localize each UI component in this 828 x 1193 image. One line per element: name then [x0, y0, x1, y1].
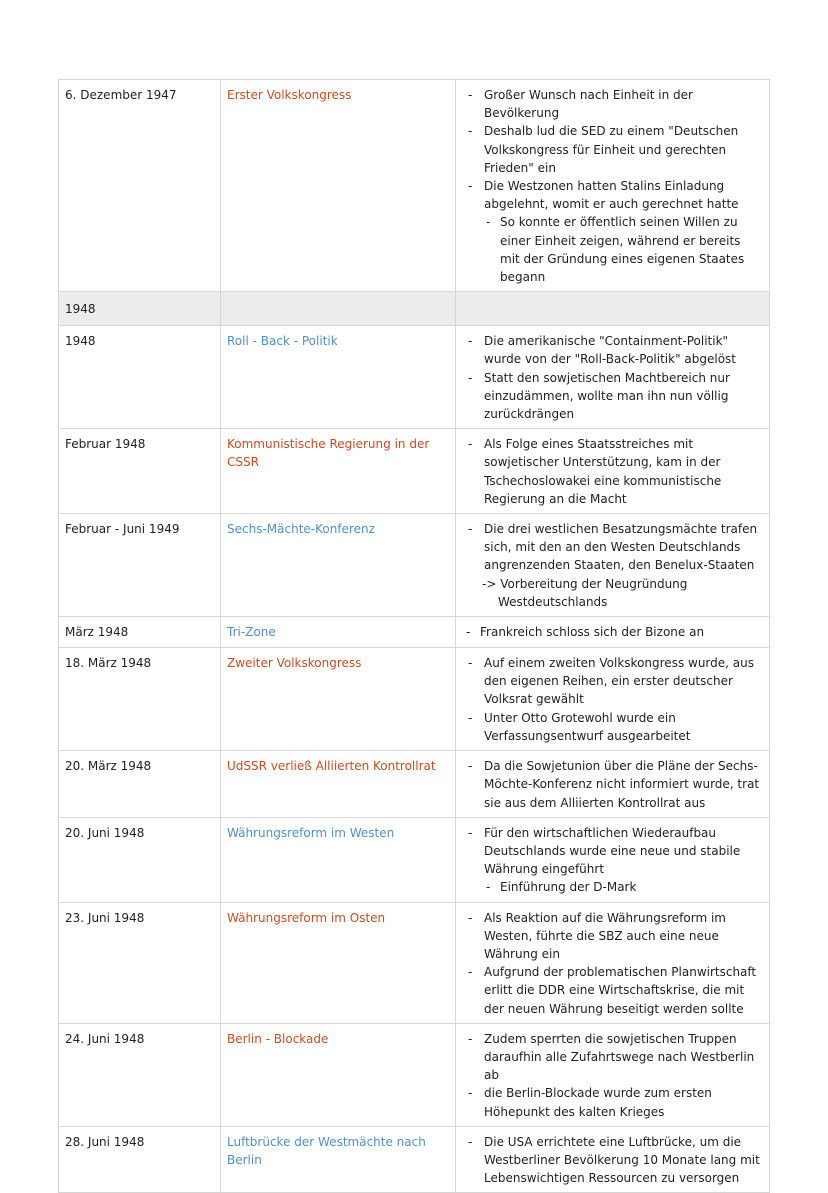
table-row	[59, 429, 770, 514]
timeline-table	[58, 79, 770, 1193]
list-item: - Die drei westlichen Besatzungsmächte trafen sich, mit den an den Westen Deutschlands angrenzenden Staaten, den Benelux-Staaten	[462, 520, 763, 575]
row-event: Zweiter Volkskongress	[221, 648, 456, 751]
notes-list	[462, 654, 763, 745]
row-date: 28. Juni 1948	[59, 1126, 221, 1193]
row-notes	[456, 902, 770, 1023]
list-item: - Frankreich schloss sich der Bizone an	[462, 623, 763, 641]
row-date: 18. März 1948	[59, 648, 221, 751]
row-event: Berlin - Blockade	[221, 1023, 456, 1126]
row-notes	[456, 1023, 770, 1126]
table-row	[59, 751, 770, 818]
row-event: UdSSR verließ Alliierten Kontrollrat	[221, 751, 456, 818]
table-row	[59, 514, 770, 617]
notes-list	[462, 757, 763, 812]
row-date: 6. Dezember 1947	[59, 80, 221, 292]
list-item: - Großer Wunsch nach Einheit in der Bevölkerung	[462, 86, 763, 122]
list-item: - Zudem sperrten die sowjetischen Truppen daraufhin alle Zufahrtswege nach Westberlin ab	[462, 1030, 763, 1085]
conclusion-item: -> Vorbereitung der Neugründung Westdeutschlands	[482, 576, 688, 609]
list-item: - Unter Otto Grotewohl wurde ein Verfassungsentwurf ausgearbeitet	[462, 709, 763, 745]
row-event: Sechs-Mächte-Konferenz	[221, 514, 456, 617]
row-notes	[456, 751, 770, 818]
sub-list-item: - Einführung der D-Mark	[462, 878, 763, 896]
row-date: 20. März 1948	[59, 751, 221, 818]
notes-list	[462, 623, 763, 641]
notes-list	[462, 86, 763, 286]
row-notes	[456, 617, 770, 648]
list-item: - Die Westzonen hatten Stalins Einladung abgelehnt, womit er auch gerechnet hatte	[462, 177, 763, 213]
list-item: - Statt den sowjetischen Machtbereich nur einzudämmen, wollte man ihn nun völlig zurückdrängen	[462, 369, 763, 424]
table-row	[59, 902, 770, 1023]
row-date: Februar - Juni 1949	[59, 514, 221, 617]
notes-list	[462, 435, 763, 508]
row-event: Tri-Zone	[221, 617, 456, 648]
timeline-body	[59, 80, 770, 1193]
row-date: Februar 1948	[59, 429, 221, 514]
list-item: - Für den wirtschaftlichen Wiederaufbau Deutschlands wurde eine neue und stabile Währung eingeführt	[462, 824, 763, 879]
list-item: - Auf einem zweiten Volkskongress wurde, aus den eigenen Reihen, ein erster deutscher Volksrat gewählt	[462, 654, 763, 709]
row-date: 20. Juni 1948	[59, 817, 221, 902]
table-row	[59, 617, 770, 648]
notes-list	[462, 824, 763, 897]
row-notes	[456, 80, 770, 292]
row-date: März 1948	[59, 617, 221, 648]
section-label: 1948	[59, 292, 221, 326]
list-item: - Deshalb lud die SED zu einem "Deutschen Volkskongress für Einheit und gerechten Frieden" ein	[462, 122, 763, 177]
row-notes	[456, 514, 770, 617]
table-row	[59, 648, 770, 751]
row-date: 23. Juni 1948	[59, 902, 221, 1023]
table-row	[59, 326, 770, 429]
list-item: - Als Folge eines Staatsstreiches mit sowjetischer Unterstützung, kam in der Tschechoslowakei eine kommunistische Regierung an die Macht	[462, 435, 763, 508]
row-date: 1948	[59, 326, 221, 429]
table-row	[59, 1023, 770, 1126]
row-event: Roll - Back - Politik	[221, 326, 456, 429]
row-date: 24. Juni 1948	[59, 1023, 221, 1126]
notes-list	[462, 332, 763, 423]
notes-list	[462, 909, 763, 1018]
table-row	[59, 80, 770, 292]
row-notes	[456, 817, 770, 902]
list-item: - Die amerikanische "Containment-Politik" wurde von der "Roll-Back-Politik" abgelöst	[462, 332, 763, 368]
list-item: - Als Reaktion auf die Währungsreform im Westen, führte die SBZ auch eine neue Währung ein	[462, 909, 763, 964]
row-notes	[456, 1126, 770, 1193]
table-row	[59, 817, 770, 902]
section-empty-cell	[456, 292, 770, 326]
row-event: Kommunistische Regierung in der CSSR	[221, 429, 456, 514]
list-item: - Die USA errichtete eine Luftbrücke, um die Westberliner Bevölkerung 10 Monate lang mit Lebenswichtigen Ressourcen zu versorgen	[462, 1133, 763, 1188]
row-event: Währungsreform im Westen	[221, 817, 456, 902]
row-notes	[456, 429, 770, 514]
row-notes	[456, 326, 770, 429]
list-item: - die Berlin-Blockade wurde zum ersten Höhepunkt des kalten Krieges	[462, 1084, 763, 1120]
list-item: - Aufgrund der problematischen Planwirtschaft erlitt die DDR eine Wirtschaftskrise, die mit der neuen Währung beseitigt werden sollte	[462, 963, 763, 1018]
notes-list	[462, 520, 763, 611]
notes-list	[462, 1133, 763, 1188]
list-item: - Da die Sowjetunion über die Pläne der Sechs-Möchte-Konferenz nicht informiert wurde, trat sie aus dem Alliierten Kontrollrat aus	[462, 757, 763, 812]
sub-list-item: - So konnte er öffentlich seinen Willen zu einer Einheit zeigen, während er bereits mit der Gründung eines eigenen Staates begann	[462, 213, 763, 286]
row-event: Luftbrücke der Westmächte nach Berlin	[221, 1126, 456, 1193]
row-notes	[456, 648, 770, 751]
row-event: Erster Volkskongress	[221, 80, 456, 292]
table-row	[59, 1126, 770, 1193]
notes-list	[462, 1030, 763, 1121]
section-empty-cell	[221, 292, 456, 326]
section-row	[59, 292, 770, 326]
row-event: Währungsreform im Osten	[221, 902, 456, 1023]
